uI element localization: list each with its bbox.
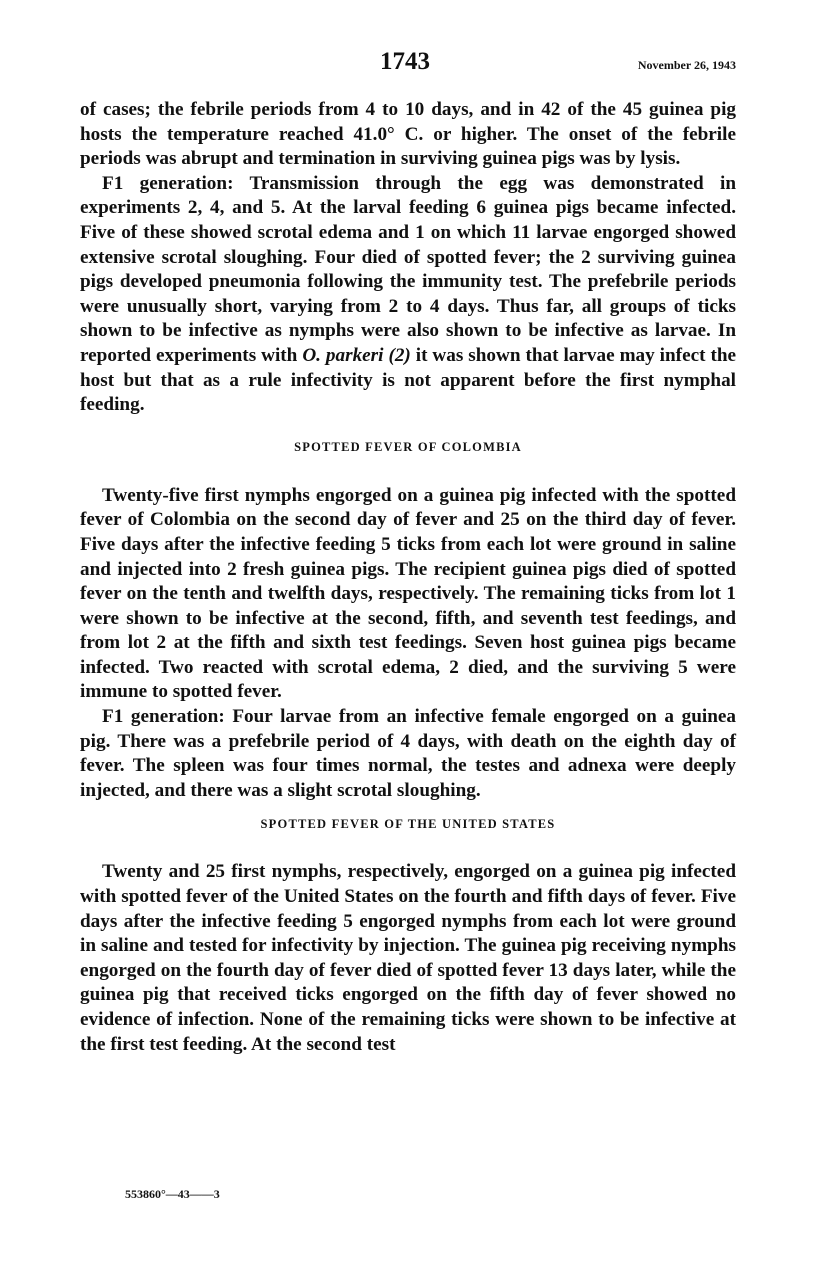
species-name: O. parkeri (302, 344, 384, 366)
page-header (80, 48, 736, 82)
text-segment: F1 generation: Transmission through the egg was demonstrated in experiments 2, 4, and 5. At the larval feeding 6 guinea pigs became infected. Five of these showed scrotal edema and 1 on which 11 larvae engorged showed extensive scrotal sloughing. Four died of spotted fever; the 2 surviving guinea pigs developed pneumonia following the immunity test. The prefebrile periods were unusually short, varying from 2 to 4 days. Thus far, all groups of ticks shown to be infective as nymphs were also shown to be infective as larvae. In reported experiments with (80, 172, 736, 366)
reference-marker: (2) (388, 344, 411, 366)
publication-date: November 26, 1943 (637, 58, 736, 72)
paragraph-colombia-f1-generation: F1 generation: Four larvae from an infective female engorged on a guinea pig. There was a prefebrile period of 4 days, with death on the eighth day of fever. The spleen was four times normal, the testes and adnexa were deeply injected, and there was a slight scrotal sloughing. (80, 706, 736, 801)
paragraph-colombia-nymphs: Twenty-five first nymphs engorged on a guinea pig infected with the spotted fever of Colombia on the second day of fever and 25 on the third day of fever. Five days after the infective feeding 5 ticks from each lot were ground in saline and injected into 2 fresh guinea pigs. The recipient guinea pigs died of spotted fever on the tenth and twelfth days, respectively. The remaining ticks from lot 1 were shown to be infective at the second, fifth, and seventh test feedings, and from lot 2 at the fifth and sixth test feedings. Seven host guinea pigs became infected. Two reacted with scrotal edema, 2 died, and the surviving 5 were immune to spotted fever. (80, 484, 736, 703)
section-heading-united-states: SPOTTED FEVER OF THE UNITED STATES (260, 817, 556, 832)
paragraph-united-states-nymphs: Twenty and 25 first nymphs, respectively, engorged on a guinea pig infected with spotted fever of the United States on the fourth and fifth days of fever. Five days after the infective feeding 5 engorged nymphs from each lot were ground in saline and tested for infectivity by injection. The guinea pig receiving nymphs engorged on the fourth day of fever died of spotted fever 13 days later, while the guinea pig that received ticks engorged on the fifth day of fever showed no evidence of infection. None of the remaining ticks were shown to be infective at the first test feeding. At the second test (80, 861, 736, 1055)
article-body (80, 98, 736, 1057)
page-number: 1743 (380, 48, 430, 75)
paragraph-febrile-periods: of cases; the febrile periods from 4 to 10 days, and in 42 of the 45 guinea pig hosts the temperature reached 41.0° C. or higher. The onset of the febrile periods was abrupt and termination in surviving guinea pigs was by lysis. (80, 99, 736, 170)
text-segment: it was shown that larvae may infect the host but that as a rule infectivity is not apparent before the first nymphal feeding. (80, 344, 737, 416)
printer-code: 553860°—43——3 (125, 1187, 220, 1201)
section-heading-colombia: SPOTTED FEVER OF COLOMBIA (294, 439, 522, 454)
paragraph-f1-generation-transmission (80, 172, 736, 418)
